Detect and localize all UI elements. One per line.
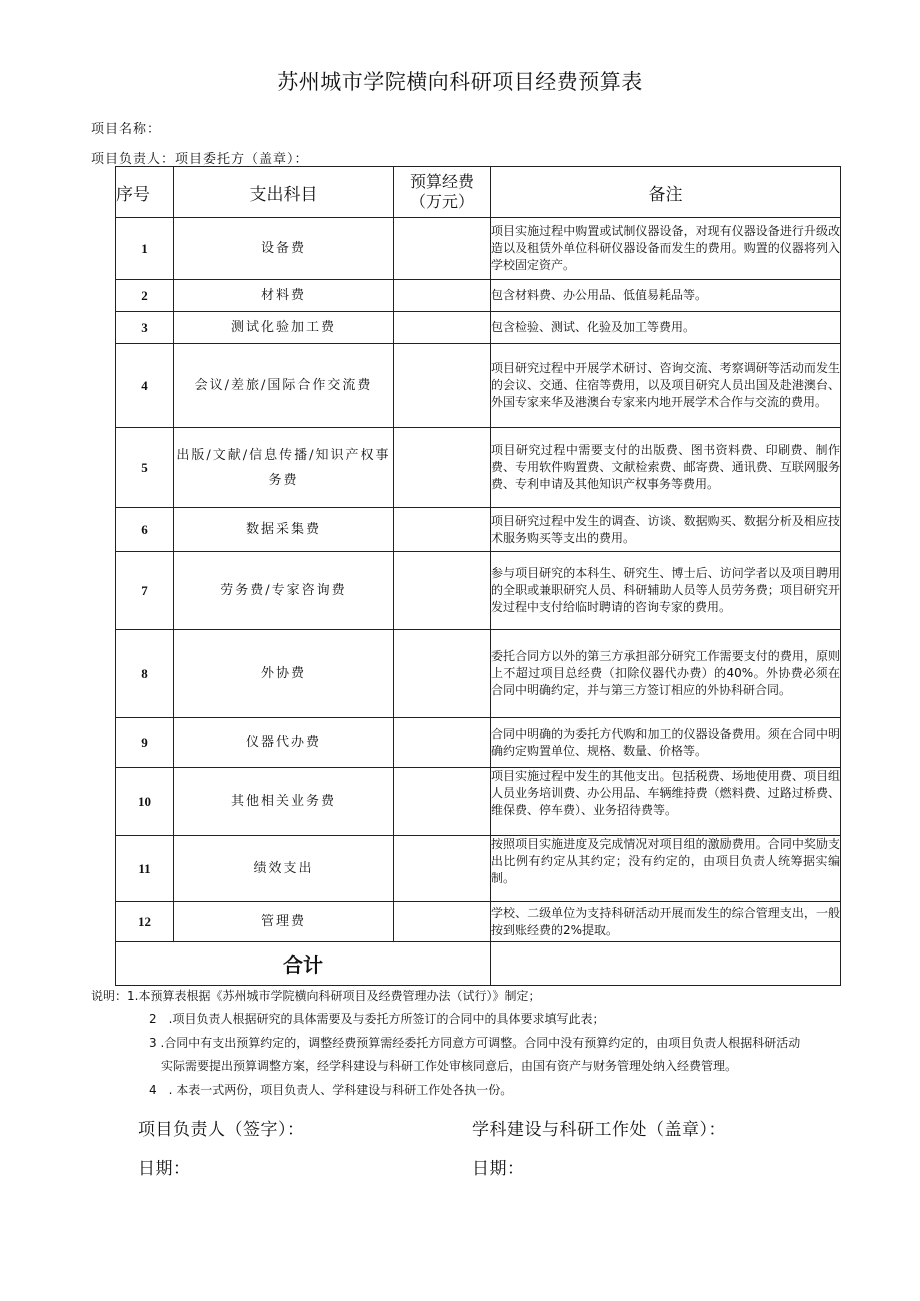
row-no: 9 xyxy=(116,718,174,768)
row-note: 项目研究过程中开展学术研讨、咨询交流、考察调研等活动而发生的会议、交通、住宿等费用，以及项目研究人员出国及赴港澳台、外国专家来华及港澳台专家来内地开展学术合作与交流的费用。 xyxy=(491,344,841,428)
total-label xyxy=(116,942,491,986)
table-row xyxy=(116,902,841,942)
header-note: 备注 xyxy=(491,167,841,218)
row-subject: 会议/差旅/国际合作交流费 xyxy=(174,344,394,428)
row-note: 项目实施过程中购置或试制仪器设备，对现有仪器设备进行升级改造以及租赁外单位科研仪器设备而发生的费用。购置的仪器将列入学校固定资产。 xyxy=(491,218,841,280)
office-seal-label: 学科建设与科研工作处（盖章）： xyxy=(472,1120,726,1140)
note-3-line1: 3 .合同中有支出预算约定的，调整经费预算需经委托方同意方可调整。合同中没有预算约定的，由项目负责人根据科研活动 xyxy=(149,1036,801,1050)
row-note: 项目实施过程中发生的其他支出。包括税费、场地使用费、项目组人员业务培训费、办公用品、车辆维持费（燃料费、过路过桥费、维保费、停车费）、业务招待费等。 xyxy=(491,768,841,836)
budget-table xyxy=(115,166,841,986)
header-budget-line2: （万元） xyxy=(409,192,474,211)
row-note: 包含材料费、办公用品、低值易耗品等。 xyxy=(491,280,841,312)
row-amount-cell[interactable] xyxy=(394,836,491,902)
page-title: 苏州城市学院横向科研项目经费预算表 xyxy=(277,70,643,94)
row-amount-cell[interactable] xyxy=(394,312,491,344)
row-subject: 出版/文献/信息传播/知识产权事务费 xyxy=(174,428,394,508)
header-subject: 支出科目 xyxy=(174,167,394,218)
row-amount-cell[interactable] xyxy=(394,718,491,768)
date-right-label: 日期： xyxy=(472,1159,525,1179)
row-amount-cell[interactable] xyxy=(394,902,491,942)
table-row xyxy=(116,768,841,836)
row-note: 学校、二级单位为支持科研活动开展而发生的综合管理支出，一般按到账经费的2%提取。 xyxy=(491,902,841,942)
table-row xyxy=(116,344,841,428)
row-no: 5 xyxy=(116,428,174,508)
row-subject: 设备费 xyxy=(174,218,394,280)
row-no: 10 xyxy=(116,768,174,836)
row-amount-cell[interactable] xyxy=(394,508,491,552)
row-subject: 管理费 xyxy=(174,902,394,942)
row-amount-cell[interactable] xyxy=(394,344,491,428)
table-row xyxy=(116,836,841,902)
row-subject: 劳务费/专家咨询费 xyxy=(174,552,394,630)
table-row xyxy=(116,630,841,718)
note-3-line2: 实际需要提出预算调整方案，经学科建设与科研工作处审核同意后，由国有资产与财务管理处纳入经费管理。 xyxy=(161,1059,738,1073)
row-subject: 数据采集费 xyxy=(174,508,394,552)
owner-signature-label: 项目负责人（签字）： xyxy=(138,1120,305,1140)
table-row xyxy=(116,718,841,768)
header-budget xyxy=(394,167,491,218)
note-2: 2 .项目负责人根据研究的具体需要及与委托方所签订的合同中的具体要求填写此表； xyxy=(149,1012,605,1026)
row-amount-cell[interactable] xyxy=(394,768,491,836)
row-note: 委托合同方以外的第三方承担部分研究工作需要支付的费用，原则上不超过项目总经费（扣除仪器代办费）的40%。外协费必须在合同中明确约定，并与第三方签订相应的外协科研合同。 xyxy=(491,630,841,718)
row-subject: 材料费 xyxy=(174,280,394,312)
row-note: 包含检验、测试、化验及加工等费用。 xyxy=(491,312,841,344)
total-label-text: 合计 xyxy=(283,953,323,977)
project-name-label: 项目名称： xyxy=(91,122,162,137)
date-left-label: 日期： xyxy=(138,1159,191,1179)
table-row xyxy=(116,428,841,508)
row-amount-cell[interactable] xyxy=(394,552,491,630)
row-no: 3 xyxy=(116,312,174,344)
row-no: 8 xyxy=(116,630,174,718)
row-note: 项目研究过程中需要支付的出版费、图书资料费、印刷费、制作费、专用软件购置费、文献检索费、邮寄费、通讯费、互联网服务费、专利申请及其他知识产权事务等费用。 xyxy=(491,428,841,508)
row-no: 4 xyxy=(116,344,174,428)
table-header-row xyxy=(116,167,841,218)
header-no: 序号 xyxy=(116,167,174,218)
row-note: 参与项目研究的本科生、研究生、博士后、访问学者以及项目聘用的全职或兼职研究人员、科研辅助人员等人员劳务费；项目研究开发过程中支付给临时聘请的咨询专家的费用。 xyxy=(491,552,841,630)
note-4: 4 . 本表一式两份，项目负责人、学科建设与科研工作处各执一份。 xyxy=(149,1083,513,1097)
row-amount-cell[interactable] xyxy=(394,218,491,280)
row-no: 2 xyxy=(116,280,174,312)
row-amount-cell[interactable] xyxy=(394,280,491,312)
header-budget-line1: 预算经费 xyxy=(409,172,474,191)
table-row xyxy=(116,218,841,280)
table-row xyxy=(116,312,841,344)
row-amount-cell[interactable] xyxy=(394,428,491,508)
table-row xyxy=(116,508,841,552)
total-amount-cell[interactable] xyxy=(491,942,841,986)
row-subject: 外协费 xyxy=(174,630,394,718)
row-no: 12 xyxy=(116,902,174,942)
row-no: 11 xyxy=(116,836,174,902)
row-subject: 测试化验加工费 xyxy=(174,312,394,344)
row-no: 6 xyxy=(116,508,174,552)
project-owner-line: 项目负责人：项目委托方（盖章）： xyxy=(91,152,309,167)
table-row xyxy=(116,552,841,630)
row-no: 7 xyxy=(116,552,174,630)
table-row xyxy=(116,280,841,312)
total-row xyxy=(116,942,841,986)
row-subject: 绩效支出 xyxy=(174,836,394,902)
row-no: 1 xyxy=(116,218,174,280)
row-amount-cell[interactable] xyxy=(394,630,491,718)
row-subject: 其他相关业务费 xyxy=(174,768,394,836)
row-subject: 仪器代办费 xyxy=(174,718,394,768)
row-note: 项目研究过程中发生的调查、访谈、数据购买、数据分析及相应技术服务购买等支出的费用。 xyxy=(491,508,841,552)
row-note: 合同中明确的为委托方代购和加工的仪器设备费用。须在合同中明确约定购置单位、规格、数量、价格等。 xyxy=(491,718,841,768)
row-note: 按照项目实施进度及完成情况对项目组的激励费用。合同中奖励支出比例有约定从其约定；没有约定的，由项目负责人统筹据实编制。 xyxy=(491,836,841,902)
note-1: 说明：1.本预算表根据《苏州城市学院横向科研项目及经费管理办法（试行）》制定； xyxy=(91,989,541,1003)
